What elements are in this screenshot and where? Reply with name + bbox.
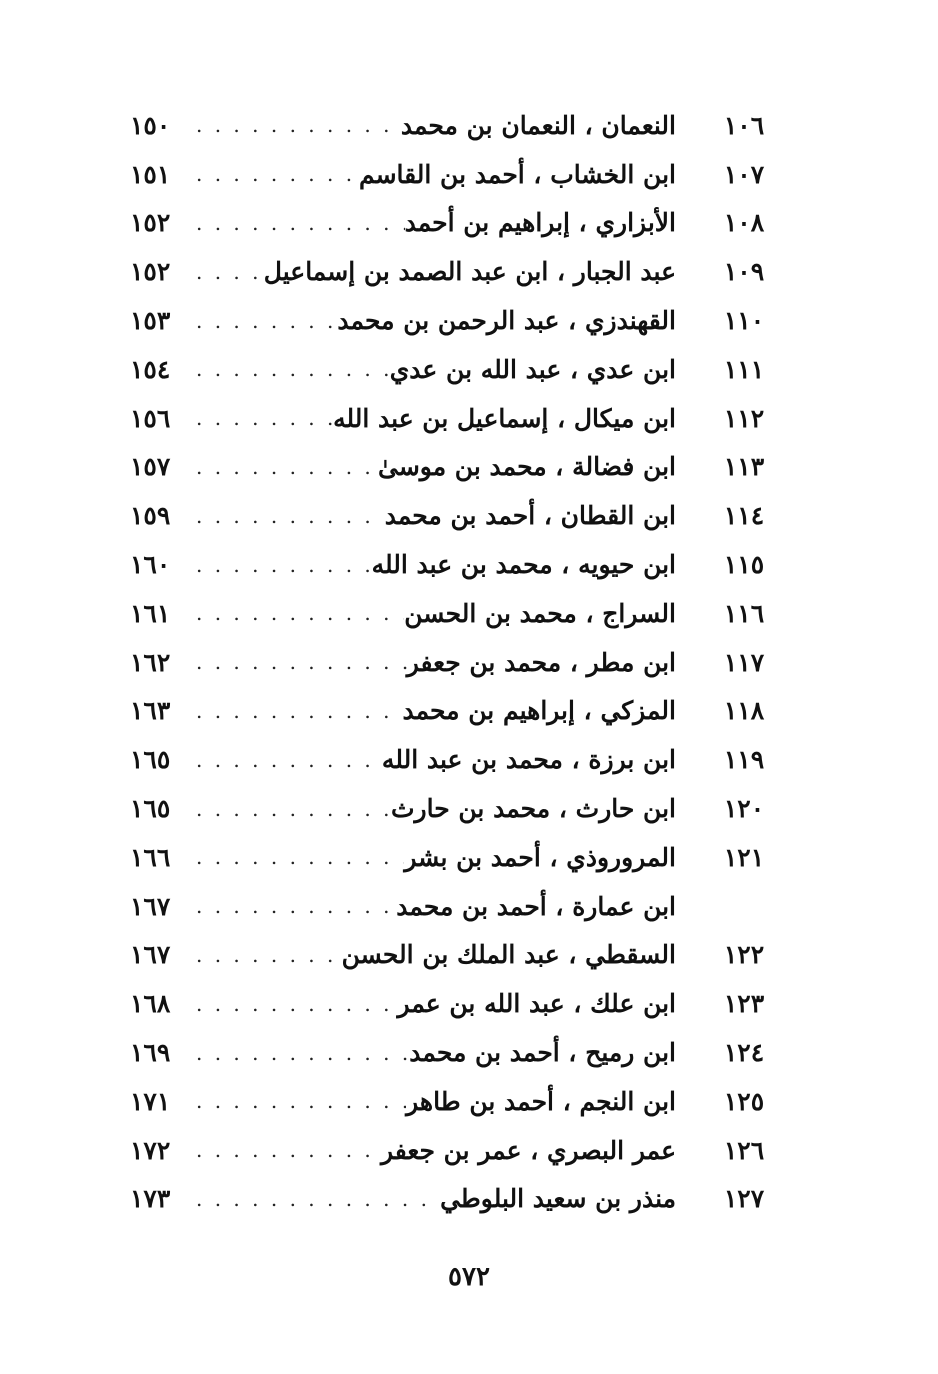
toc-row [130,540,800,589]
entry-title: عمر البصري ، عمر بن جعفر [380,1135,676,1165]
entry-title: ابن رميح ، أحمد بن محمد [409,1038,676,1068]
toc-row [130,1028,800,1077]
dot-leader [190,992,398,1016]
toc-row [130,735,800,784]
dot-leader [190,406,333,430]
dot-leader [190,162,359,186]
toc-row [130,931,800,980]
entry-number: ١١٩ [723,745,765,775]
entry-page: ١٥٣ [130,306,171,336]
toc-row [130,247,800,296]
entry-number: ١٢٠ [723,794,765,824]
toc-row [130,199,800,248]
toc-row [130,882,800,931]
entry-page: ١٥٩ [130,501,171,531]
entry-page: ١٦٠ [130,550,171,580]
toc-row [130,150,800,199]
entry-page: ١٦٦ [130,842,171,872]
dot-leader [190,1187,440,1211]
entry-page: ١٦٥ [130,745,171,775]
dot-leader [190,113,401,137]
toc-row [130,784,800,833]
dot-leader [190,1089,406,1113]
toc-row [130,1126,800,1175]
entry-page: ١٦٩ [130,1038,171,1068]
entry-title: القهندزي ، عبد الرحمن بن محمد [337,306,676,336]
toc-row [130,101,800,150]
entry-page: ١٦٣ [130,696,171,726]
toc-row [130,394,800,443]
entry-title: السراج ، محمد بن الحسن [404,598,676,628]
dot-leader [190,943,342,967]
entry-title: ابن فضالة ، محمد بن موسىٰ [378,452,676,482]
page-number-footer: ٥٧٢ [448,1262,490,1292]
dot-leader [190,211,405,235]
entry-number: ١١٥ [723,550,765,580]
entry-title: ابن حيويه ، محمد بن عبد الله [371,550,676,580]
entry-page: ١٥٤ [130,354,171,384]
entry-number: ١٠٩ [723,257,765,287]
toc-row [130,491,800,540]
entry-page: ١٦٧ [130,891,171,921]
entry-title: ابن علك ، عبد الله بن عمر [397,989,676,1019]
toc-row [130,979,800,1028]
entry-page: ١٦٥ [130,794,171,824]
entry-page: ١٥٠ [130,110,171,140]
entry-title: ابن القطان ، أحمد بن محمد [384,501,676,531]
dot-leader [190,1041,409,1065]
dot-leader [190,260,264,284]
entry-page: ١٦٢ [130,647,171,677]
entry-number: ١٢٢ [723,940,765,970]
entry-title: ابن النجم ، أحمد بن طاهر [406,1086,676,1116]
dot-leader [190,601,404,625]
dot-leader [190,699,402,723]
entry-page: ١٧٢ [130,1135,171,1165]
entry-title: ابن مطر ، محمد بن جعفر [406,647,676,677]
entry-title: ابن الخشاب ، أحمد بن القاسم [358,159,676,189]
entry-number: ١٠٨ [723,208,765,238]
entry-number: ١٢٤ [723,1038,765,1068]
entry-number: ١٢٦ [723,1135,765,1165]
entry-title: المروروذي ، أحمد بن بشر [404,842,676,872]
entry-title: ابن عدي ، عبد الله بن عدي [389,354,676,384]
entry-number: ١١٤ [723,501,765,531]
entry-title: ابن حارث ، محمد بن حارث [391,794,676,824]
dot-leader [190,845,404,869]
entry-page: ١٥٦ [130,403,171,433]
entry-number: ١١٣ [723,452,765,482]
entry-title: المزكي ، إبراهيم بن محمد [402,696,676,726]
entry-title: الأبزاري ، إبراهيم بن أحمد [404,208,676,238]
entry-number: ١١٦ [723,598,765,628]
entry-page: ١٦١ [130,598,171,628]
dot-leader [190,797,391,821]
toc-row [130,443,800,492]
toc-row [130,589,800,638]
dot-leader [190,455,378,479]
entry-page: ١٦٧ [130,940,171,970]
toc-row [130,638,800,687]
entry-page: ١٥٧ [130,452,171,482]
dot-leader [190,894,396,918]
entry-number: ١١٨ [723,696,765,726]
entry-title: السقطي ، عبد الملك بن الحسن [341,940,676,970]
entry-number: ١١٠ [723,306,765,336]
entry-title: النعمان ، النعمان بن محمد [400,110,676,140]
entry-number: ١١٢ [723,403,765,433]
dot-leader [190,553,372,577]
entry-number: ١١١ [723,354,765,384]
entry-number: ١٠٧ [723,159,765,189]
entry-title: ابن برزة ، محمد بن عبد الله [381,745,676,775]
entry-number: ١٢٧ [723,1184,765,1214]
toc-row [130,296,800,345]
entry-title: ابن ميكال ، إسماعيل بن عبد الله [333,403,676,433]
entry-number: ١٢١ [723,842,765,872]
entry-page: ١٥٢ [130,257,171,287]
entry-number: ١٢٣ [723,989,765,1019]
entry-number: ١٠٦ [723,110,765,140]
toc-row [130,1175,800,1224]
entry-title: عبد الجبار ، ابن عبد الصمد بن إسماعيل [263,257,676,287]
dot-leader [190,1138,381,1162]
dot-leader [190,650,407,674]
toc-row [130,833,800,882]
dot-leader [190,309,337,333]
entry-page: ١٥١ [130,159,171,189]
entry-title: ابن عمارة ، أحمد بن محمد [396,891,676,921]
entry-page: ١٧٣ [130,1184,171,1214]
table-of-contents [130,101,800,1223]
entry-page: ١٦٨ [130,989,171,1019]
toc-row [130,687,800,736]
toc-row [130,345,800,394]
entry-number: ١٢٥ [723,1086,765,1116]
toc-row [130,1077,800,1126]
entry-title: منذر بن سعيد البلوطي [440,1184,676,1214]
entry-page: ١٧١ [130,1086,171,1116]
dot-leader [190,748,382,772]
dot-leader [190,504,385,528]
entry-page: ١٥٢ [130,208,171,238]
dot-leader [190,357,390,381]
entry-number: ١١٧ [723,647,765,677]
